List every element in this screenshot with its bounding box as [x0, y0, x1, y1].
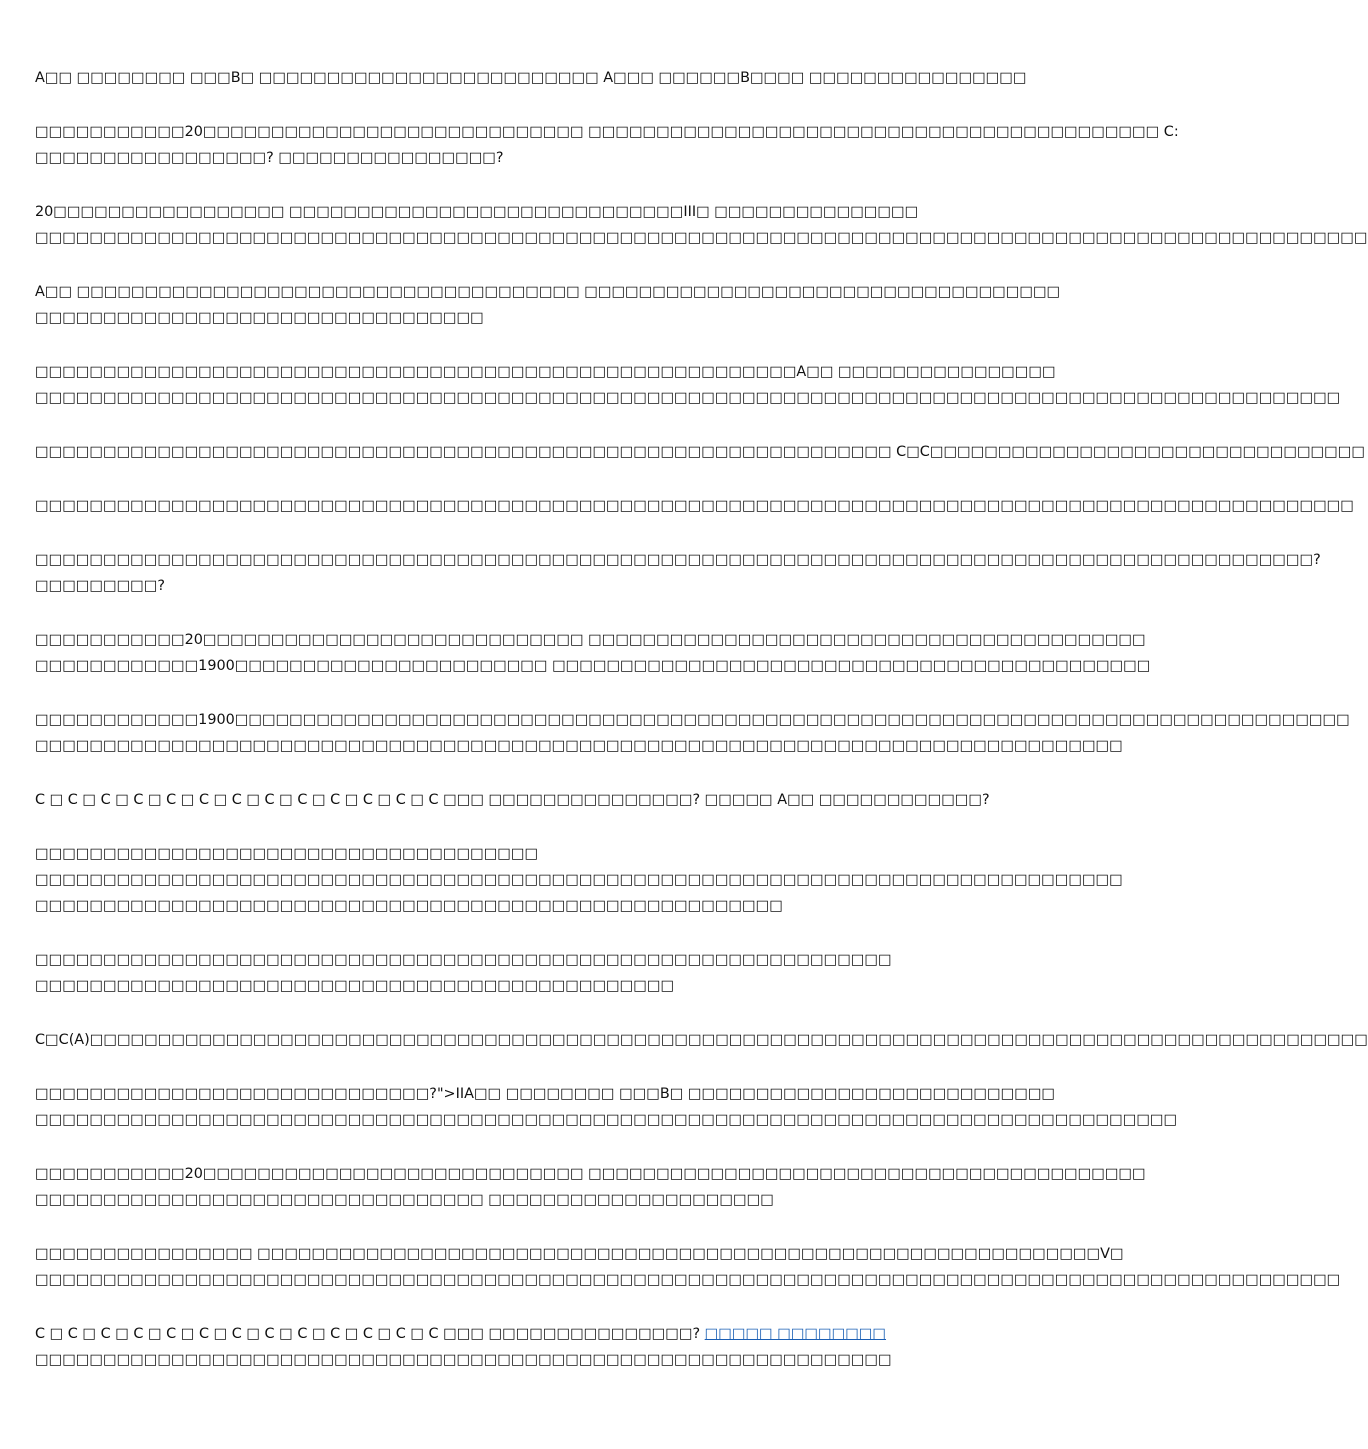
paragraph: [35, 359, 1341, 411]
text-line: A□□ □□□□□□□□ □□□B□ □□□□□□□□□□□□□□□□□□□□□□□□□ A□□□ □□□□□□B□□□□ □□□□□□□□□□□□□□□□: [35, 70, 1027, 86]
text-line: □□□□□□□□□□□20□□□□□□□□□□□□□□□□□□□□□□□□□□□□ □□□□□□□□□□□□□□□□□□□□□□□□□□□□□□□□□□□□□□□□□□ C:: [35, 124, 1179, 140]
text-line: □□□□□□□□□□□□□□□□□□□□□□□□□□□□□□□□□□□□□: [35, 846, 539, 862]
text-line: □□□□□□□□□□□□□□□□□□□□□□□□□□□□□□□□□□□□□□□□□□□□□□□□□□□□□□□□□□□□□□□□□□□□□□□□□□□□□□□□: [35, 872, 1123, 888]
text-line: □□□□□□□□□□□□□□□□□□□□□□□□□□□□□□□□□□□□□□□□□□□□□□□□□□□□□□□□□□□□□□□□□□□□□□□□□□□□□□□□□□□□□□□□□□□□□□□□□□: [35, 230, 1368, 246]
text-line: □□□□□□□□□□□□□□□□□□□□□□□□□□□□□□□□□□□□□□□□□□□□□□□□□□□□□□□□□□□□□□□ C□C□□□□□□□□□□□□□□□□□□□□□□□□□□□□□□□□: [35, 444, 1365, 460]
text-line: □□□□□□□□□□□□□□□□□□□□□□□□□□□□□□□□□□□□□□□□□□□□□□□□□□□□□□□□□□□□□□□□□□□□□□□□□□□□□□□□□□□□□□□□□□□□□□□□: [35, 1272, 1341, 1288]
text-line: □□□□□□□□□□□□□□□□□□□□□□□□□□□□□□□□□ □□□□□□□□□□□□□□□□□□□□□: [35, 1192, 774, 1208]
paragraph: [35, 1161, 1146, 1213]
text-line: □□□□□□□□□□□□□□□□□□□□□□□□□□□□□□□□□□□□□□□□□□□□□□□: [35, 978, 675, 994]
text-line: A□□ □□□□□□□□□□□□□□□□□□□□□□□□□□□□□□□□□□□□□ □□□□□□□□□□□□□□□□□□□□□□□□□□□□□□□□□□□: [35, 284, 1061, 300]
final-paragraph: [35, 1321, 990, 1373]
text-line: □□□□□□□□□□□□1900□□□□□□□□□□□□□□□□□□□□□□□ □□□□□□□□□□□□□□□□□□□□□□□□□□□□□□□□□□□□□□□□□□□□: [35, 658, 1151, 674]
text-line: C □ C □ C □ C □ C □ C □ C □ C □ C □ C □ C □ C □ C □□□ □□□□□□□□□□□□□□□? □□□□□ A□□ □□□□□□□□□□□□?: [35, 792, 990, 808]
text-line: □□□□□□□□□?: [35, 578, 166, 594]
paragraph: [35, 119, 1179, 171]
paragraph: [35, 947, 990, 999]
paragraph: [35, 1027, 1368, 1053]
text-line: 20□□□□□□□□□□□□□□□□□ □□□□□□□□□□□□□□□□□□□□□□□□□□□□□III□ □□□□□□□□□□□□□□□: [35, 204, 919, 220]
document-link[interactable]: □□□□□ □□□□□□□□: [704, 1326, 887, 1342]
text-line: □□□□□□□□□□□□□□□□□□□□□□□□□□□□□□□□□□□□□□□□□□□□□□□□□□□□□□□□□□□□□□□□□□□□□□□□□□□□□□□□: [35, 738, 1123, 754]
text-line: □□□□□□□□□□□□□□□□□□□□□□□□□□□□□□□□□□□□□□□□□□□□□□□□□□□□□□□□A□□ □□□□□□□□□□□□□□□□: [35, 364, 1056, 380]
text-line: □□□□□□□□□□□□□□□□□□□□□□□□□□□□□□□□□□□□□□□□□□□□□□□□□□□□□□□□□□□□□□□□□□□□□□□□□□□□□□□□□□□□□□□□□□□□□□□□: [35, 390, 1341, 406]
paragraph: [35, 279, 1061, 331]
text-line: □□□□□□□□□□□□□□□□□□□□□□□□□□□□□□□□□□□□□□□□□□□□□□□□□□□□□□□□□□□□□□□: [35, 1352, 892, 1368]
text-line: □□□□□□□□□□□□□□□□□□□□□□□□□□□□□□□□□□□□□□□□□□□□□□□□□□□□□□□□□□□□□□□: [35, 952, 892, 968]
text-line: □□□□□□□□□□□20□□□□□□□□□□□□□□□□□□□□□□□□□□□□ □□□□□□□□□□□□□□□□□□□□□□□□□□□□□□□□□□□□□□□□□: [35, 1166, 1146, 1182]
paragraph: [35, 65, 1027, 91]
text-line-with-link: [35, 1321, 990, 1347]
text-line: □□□□□□□□□□□□□□□□□□□□□□□□□□□□□?">IIA□□ □□□□□□□□ □□□B□ □□□□□□□□□□□□□□□□□□□□□□□□□□□: [35, 1086, 1056, 1102]
paragraph: [35, 841, 1123, 919]
text-line: □□□□□□□□□□□□1900□□□□□□□□□□□□□□□□□□□□□□□□□□□□□□□□□□□□□□□□□□□□□□□□□□□□□□□□□□□□□□□□□□□□□□□□□□□□□□□□□□: [35, 712, 1350, 728]
text-line: □□□□□□□□□□□□□□□□□□□□□□□□□□□□□□□□□□□□□□□□□□□□□□□□□□□□□□□: [35, 898, 783, 914]
text-line: □□□□□□□□□□□□□□□□□□□□□□□□□□□□□□□□□□□□□□□□□□□□□□□□□□□□□□□□□□□□□□□□□□□□□□□□□□□□□□□□□□□□: [35, 1112, 1178, 1128]
paragraph: [35, 547, 1321, 599]
paragraph: [35, 787, 990, 813]
paragraph: [35, 199, 1368, 251]
text-line: C□C(A)□□□□□□□□□□□□□□□□□□□□□□□□□□□□□□□□□□□□□□□□□□□□□□□□□□□□□□□□□□□□□□□□□□□□□□□□□□□□□□□□□□□□□□□□□□□□□□: [35, 1032, 1368, 1048]
text-line: □□□□□□□□□□□□□□□□□□□□□□□□□□□□□□□□□□□□□□□□□□□□□□□□□□□□□□□□□□□□□□□□□□□□□□□□□□□□□□□□□□□□□□□□□□□□□□□□□: [35, 498, 1354, 514]
text-line: □□□□□□□□□□□□□□□□□□□□□□□□□□□□□□□□□: [35, 310, 484, 326]
text-segment: C □ C □ C □ C □ C □ C □ C □ C □ C □ C □ C □ C □ C □□□ □□□□□□□□□□□□□□□?: [35, 1326, 705, 1342]
text-line: □□□□□□□□□□□20□□□□□□□□□□□□□□□□□□□□□□□□□□□□ □□□□□□□□□□□□□□□□□□□□□□□□□□□□□□□□□□□□□□□□□: [35, 632, 1146, 648]
paragraph: [35, 1241, 1341, 1293]
paragraph: [35, 627, 1151, 679]
paragraph: [35, 439, 1365, 465]
text-line: □□□□□□□□□□□□□□□□ □□□□□□□□□□□□□□□□□□□□□□□□□□□□□□□□□□□□□□□□□□□□□□□□□□□□□□□□□□□□□□V□: [35, 1246, 1124, 1262]
paragraph: [35, 493, 1354, 519]
document-body: [35, 65, 1368, 1401]
text-line: □□□□□□□□□□□□□□□□□? □□□□□□□□□□□□□□□□?: [35, 150, 504, 166]
paragraph: [35, 1081, 1178, 1133]
text-line: □□□□□□□□□□□□□□□□□□□□□□□□□□□□□□□□□□□□□□□□□□□□□□□□□□□□□□□□□□□□□□□□□□□□□□□□□□□□□□□□□□□□□□□□□□□□□□?: [35, 552, 1321, 568]
paragraph: [35, 707, 1350, 759]
